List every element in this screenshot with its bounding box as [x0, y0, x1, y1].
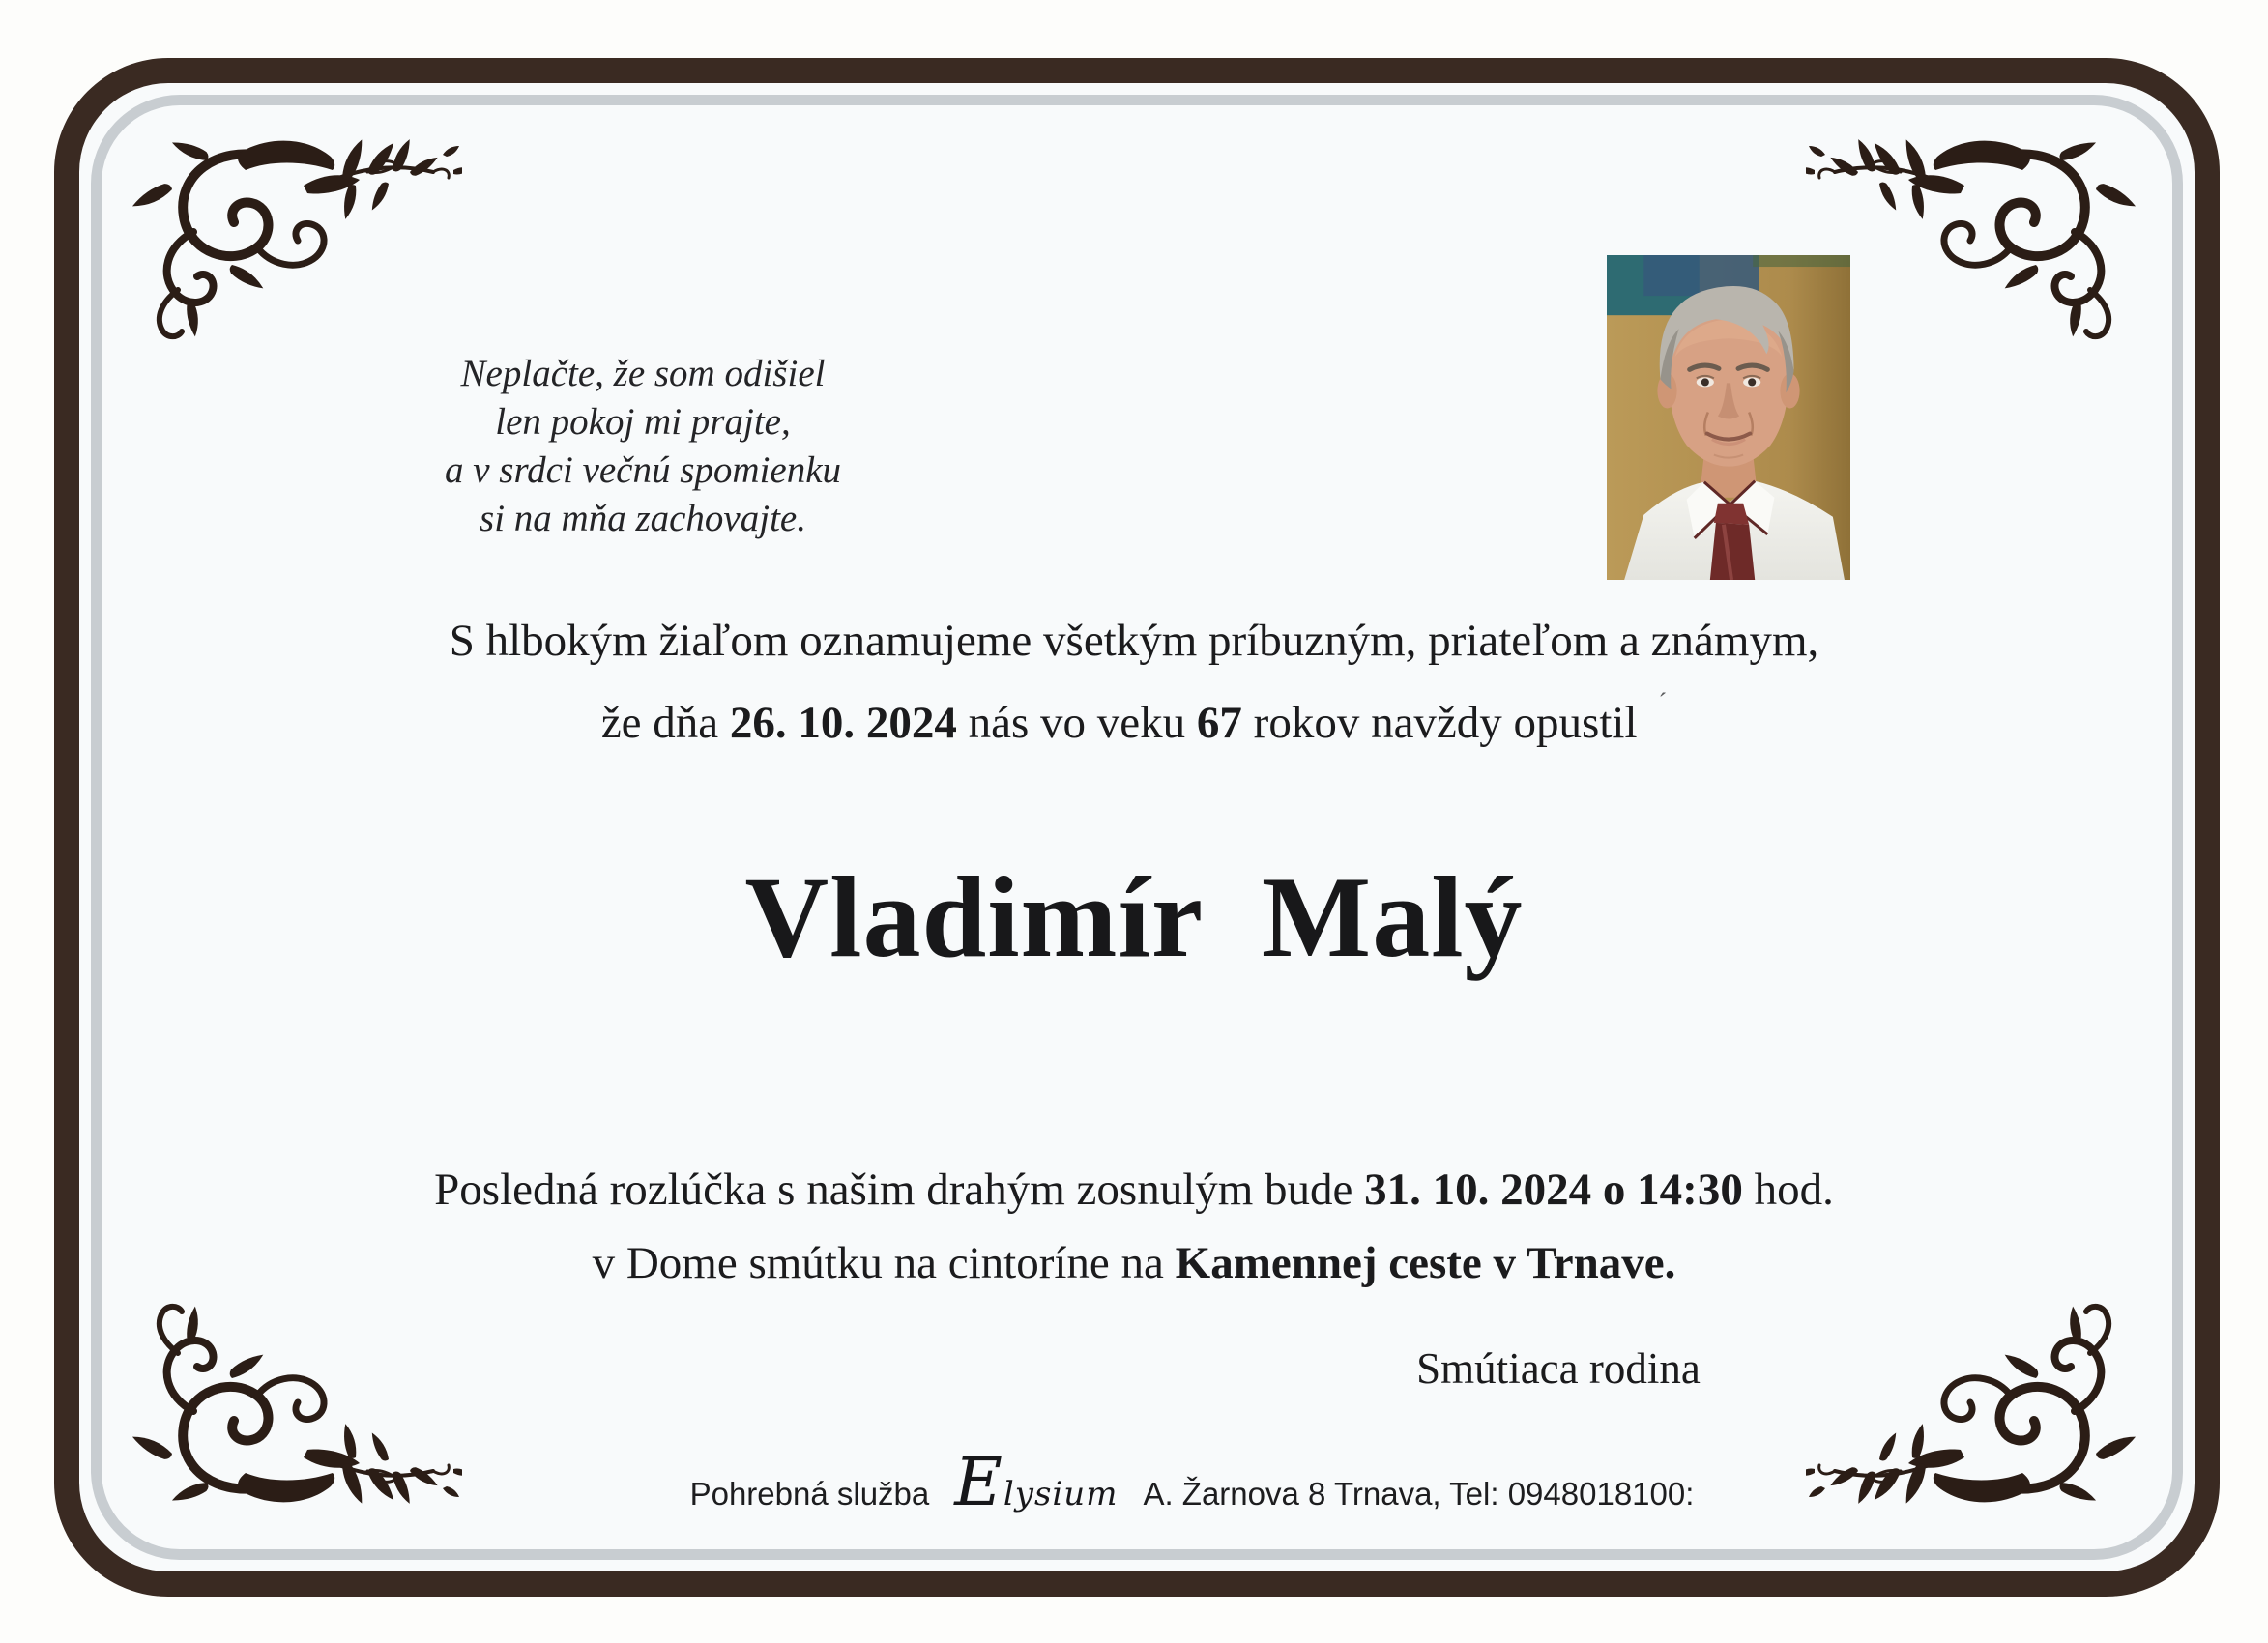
announcement-line1: S hlbokým žiaľom oznamujeme všetkým príbuzným, priateľom a známym, — [449, 616, 1819, 666]
funeral-line2-prefix: v Dome smútku na cintoríne na — [592, 1238, 1176, 1288]
announcement-line2-suffix: rokov navždy opustil — [1241, 698, 1638, 748]
funeral-line1-suffix: hod. — [1742, 1165, 1834, 1215]
funeral-datetime: 31. 10. 2024 o 14:30 — [1364, 1165, 1743, 1215]
poem-line: Neplačte, že som odišiel — [460, 353, 826, 394]
floral-corner-ornament-top-left — [114, 128, 462, 340]
deceased-portrait-photo — [1607, 255, 1850, 580]
funeral-details-line1 — [167, 1164, 2101, 1216]
poem-line: a v srdci večnú spomienku — [444, 449, 842, 491]
funeral-service-footer — [225, 1445, 2159, 1521]
announcement-line2 — [167, 688, 2101, 749]
deceased-name: Vladimír Malý — [744, 852, 1524, 981]
funeral-service-label: Pohrebná služba — [689, 1476, 930, 1512]
announcement-line2-prefix: že dňa — [600, 698, 730, 748]
poem-line: len pokoj mi prajte, — [495, 401, 791, 443]
date-of-death: 26. 10. 2024 — [729, 698, 957, 748]
portrait-illustration — [1607, 255, 1850, 580]
funeral-line1-prefix: Posledná rozlúčka s našim drahým zosnulým bude — [434, 1165, 1365, 1215]
funeral-service-address: A. Žarnova 8 Trnava, Tel: 0948018100: — [1143, 1476, 1695, 1512]
mourning-family-signature: Smútiaca rodina — [1416, 1344, 1701, 1393]
announcement-line2-mid: nás vo veku — [956, 698, 1197, 748]
funeral-service-logo: Elysium — [954, 1445, 1119, 1521]
memorial-poem — [334, 350, 952, 543]
funeral-place: Kamennej ceste v Trnave. — [1175, 1238, 1676, 1288]
funeral-details-line2 — [167, 1237, 2101, 1289]
stray-scan-mark: ´ — [1658, 688, 1668, 716]
poem-line: si na mňa zachovajte. — [480, 498, 806, 539]
floral-corner-ornament-top-right — [1806, 128, 2154, 340]
age-value: 67 — [1196, 698, 1242, 748]
